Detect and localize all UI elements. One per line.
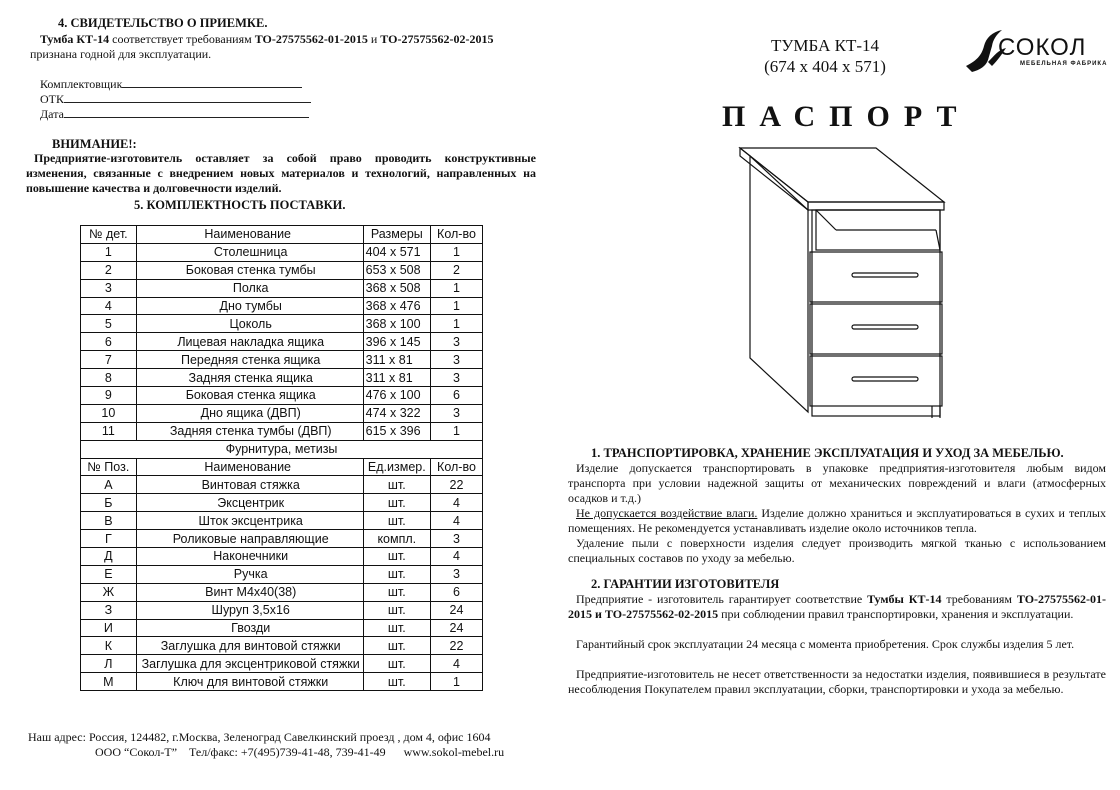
hardware-row-cell: 1	[430, 673, 482, 691]
parts-row-cell: 404 x 571	[363, 243, 430, 261]
hardware-row-cell: З	[81, 601, 137, 619]
hardware-row-cell: 22	[430, 476, 482, 494]
hardware-row-cell: компл.	[363, 530, 430, 548]
parts-row-cell: 368 x 476	[363, 297, 430, 315]
hardware-row-cell: шт.	[363, 476, 430, 494]
parts-row-cell: Лицевая накладка ящика	[136, 333, 363, 351]
hardware-row-cell: Б	[81, 494, 137, 512]
parts-row	[81, 243, 483, 261]
otk-field: ОТК	[40, 92, 311, 107]
parts-row-cell: 6	[430, 387, 482, 405]
hardware-row-cell: 24	[430, 619, 482, 637]
parts-row	[81, 387, 483, 405]
parts-row-cell: Дно ящика (ДВП)	[136, 404, 363, 422]
hardware-row	[81, 494, 483, 512]
hardware-row-cell: Гвозди	[136, 619, 363, 637]
parts-row-cell: 3	[430, 404, 482, 422]
parts-row	[81, 315, 483, 333]
hardware-row-cell: Шуруп 3,5х16	[136, 601, 363, 619]
parts-header-row-cell: № дет.	[81, 226, 137, 244]
drawer-handle-1	[852, 273, 918, 277]
hardware-row-cell: Ж	[81, 583, 137, 601]
parts-row-cell: 1	[430, 297, 482, 315]
parts-row-cell: 5	[81, 315, 137, 333]
parts-row-cell: 11	[81, 422, 137, 440]
passport-title: ПАСПОРТ	[722, 100, 971, 133]
hardware-row-cell: И	[81, 619, 137, 637]
parts-row-cell: 3	[81, 279, 137, 297]
hardware-row-cell: Д	[81, 548, 137, 566]
parts-row-cell: Задняя стенка ящика	[136, 369, 363, 387]
parts-row-cell: 9	[81, 387, 137, 405]
hardware-row-cell: Заглушка для винтовой стяжки	[136, 637, 363, 655]
parts-row-cell: 4	[81, 297, 137, 315]
parts-row-cell: 368 x 508	[363, 279, 430, 297]
hardware-row-cell: шт.	[363, 655, 430, 673]
hardware-row-cell: шт.	[363, 637, 430, 655]
parts-row	[81, 422, 483, 440]
parts-row-cell: 1	[430, 279, 482, 297]
sec2-p3: Предприятие-изготовитель не несет ответственности за недостатки изделия, появившиеся в результате несоблюдения Покупателем правил эксплуатации, сборки, транспортировки и ухода за мебелью.	[568, 667, 1106, 696]
hardware-row-cell: 6	[430, 583, 482, 601]
hardware-row-cell: шт.	[363, 583, 430, 601]
acceptance-line2: признана годной для эксплуатации.	[30, 47, 212, 61]
hardware-row-cell: Ключ для винтовой стяжки	[136, 673, 363, 691]
hardware-row-cell: 3	[430, 530, 482, 548]
parts-row-cell: 1	[81, 243, 137, 261]
drawer-handle-2	[852, 325, 918, 329]
hardware-row-cell: Винтовая стяжка	[136, 476, 363, 494]
parts-row-cell: 311 x 81	[363, 351, 430, 369]
company-logo	[958, 26, 1108, 76]
hardware-title-row	[81, 440, 483, 458]
hardware-row	[81, 476, 483, 494]
parts-row-cell: 311 x 81	[363, 369, 430, 387]
parts-row-cell: 396 x 145	[363, 333, 430, 351]
parts-row-cell: Боковая стенка ящика	[136, 387, 363, 405]
parts-row-cell: Полка	[136, 279, 363, 297]
hardware-row	[81, 583, 483, 601]
hardware-row-cell: шт.	[363, 494, 430, 512]
hardware-row-cell: шт.	[363, 601, 430, 619]
parts-row-cell: 653 x 508	[363, 261, 430, 279]
hardware-row	[81, 530, 483, 548]
parts-row	[81, 369, 483, 387]
hardware-row-cell: М	[81, 673, 137, 691]
hardware-header-row-cell: № Поз.	[81, 458, 137, 476]
parts-header-row-cell: Наименование	[136, 226, 363, 244]
hardware-row-cell: Ручка	[136, 565, 363, 583]
hardware-row-cell: 24	[430, 601, 482, 619]
parts-row	[81, 279, 483, 297]
hardware-row-cell: А	[81, 476, 137, 494]
parts-row-cell: 6	[81, 333, 137, 351]
hardware-row	[81, 673, 483, 691]
hardware-header-row-cell: Наименование	[136, 458, 363, 476]
logo-sub: МЕБЕЛЬНАЯ ФАБРИКА	[1020, 61, 1108, 67]
hardware-header-row-cell: Ед.измер.	[363, 458, 430, 476]
footer-address: Наш адрес: Россия, 124482, г.Москва, Зеленоград Савелкинский проезд , дом 4, офис 1604	[28, 730, 491, 744]
hardware-header-row	[81, 458, 483, 476]
hardware-row-cell: Винт М4х40(38)	[136, 583, 363, 601]
product-dims: (674 x 404 x 571)	[764, 57, 886, 76]
parts-row	[81, 351, 483, 369]
parts-table	[80, 225, 483, 691]
hardware-row	[81, 565, 483, 583]
hardware-row-cell: Наконечники	[136, 548, 363, 566]
product-title: ТУМБА КТ-14	[771, 36, 879, 55]
packer-field: Комплектовщик	[40, 77, 302, 92]
hardware-row-cell: шт.	[363, 548, 430, 566]
hardware-row-cell: шт.	[363, 512, 430, 530]
parts-row-cell: Столешница	[136, 243, 363, 261]
parts-row	[81, 261, 483, 279]
parts-row-cell: 8	[81, 369, 137, 387]
sec1-title: 1. ТРАНСПОРТИРОВКА, ХРАНЕНИЕ ЭКСПЛУАТАЦИЯ И УХОД ЗА МЕБЕЛЬЮ.	[591, 446, 1064, 460]
hardware-row-cell: 4	[430, 548, 482, 566]
hardware-row-cell: 4	[430, 494, 482, 512]
parts-row-cell: 1	[430, 315, 482, 333]
sec1-p3: Удаление пыли с поверхности изделия следует производить мягкой тканью с использованием специальных составов по уходу за мебелью.	[568, 536, 1106, 565]
hardware-row	[81, 512, 483, 530]
parts-row-cell: Передняя стенка ящика	[136, 351, 363, 369]
hardware-row-cell: В	[81, 512, 137, 530]
kit-title: 5. КОМПЛЕКТНОСТЬ ПОСТАВКИ.	[134, 198, 346, 212]
hardware-row-cell: шт.	[363, 565, 430, 583]
parts-row	[81, 333, 483, 351]
sec2-title: 2. ГАРАНТИИ ИЗГОТОВИТЕЛЯ	[591, 577, 780, 591]
parts-row-cell: 615 x 396	[363, 422, 430, 440]
hardware-row	[81, 619, 483, 637]
parts-row-cell: 474 x 322	[363, 404, 430, 422]
attention-text: Предприятие-изготовитель оставляет за собой право проводить конструктивные изменения, связанные с внедрением новых материалов и технологий, направленных на повышение качества и долговечности изделий.	[26, 151, 536, 195]
hardware-row-cell: Шток эксцентрика	[136, 512, 363, 530]
parts-row-cell: 10	[81, 404, 137, 422]
parts-row-cell: 3	[430, 333, 482, 351]
sec1-p2: Не допускается воздействие влаги. Изделие должно храниться и эксплуатироваться в сухих и теплых помещениях. Не рекомендуется устанавливать изделие около источников тепла.	[568, 506, 1106, 535]
parts-row-cell: 2	[430, 261, 482, 279]
hardware-row-cell: 3	[430, 565, 482, 583]
parts-row-cell: 2	[81, 261, 137, 279]
hardware-row-cell: шт.	[363, 673, 430, 691]
parts-row	[81, 297, 483, 315]
hardware-row	[81, 548, 483, 566]
parts-row-cell: 7	[81, 351, 137, 369]
hardware-title: Фурнитура, метизы	[81, 440, 483, 458]
parts-header-row-cell: Размеры	[363, 226, 430, 244]
hardware-row-cell: Е	[81, 565, 137, 583]
cabinet-illustration	[736, 140, 948, 420]
acceptance-text: Тумба КТ-14 соответствует требованиям ТО-27575562-01-2015 и ТО-27575562-02-2015	[40, 32, 494, 46]
sec2-p2: Гарантийный срок эксплуатации 24 месяца с момента приобретения. Срок службы изделия 5 лет.	[576, 637, 1075, 651]
hardware-row-cell: Л	[81, 655, 137, 673]
hardware-row-cell: 22	[430, 637, 482, 655]
date-field: Дата	[40, 107, 309, 122]
sec1-p1: Изделие допускается транспортировать в упаковке предприятия-изготовителя любым видом транспорта при условии надежной защиты от механических повреждений и влаги (атмосферных осадков и т.д.)	[568, 461, 1106, 505]
logo-name: СОКОЛ	[998, 34, 1087, 61]
parts-row-cell: 476 x 100	[363, 387, 430, 405]
hardware-row	[81, 601, 483, 619]
parts-row-cell: 3	[430, 369, 482, 387]
hardware-row-cell: К	[81, 637, 137, 655]
attention-title: ВНИМАНИЕ!:	[52, 137, 137, 151]
hardware-row-cell: Заглушка для эксцентриковой стяжки	[136, 655, 363, 673]
parts-row-cell: Цоколь	[136, 315, 363, 333]
hardware-row	[81, 637, 483, 655]
parts-header-row-cell: Кол-во	[430, 226, 482, 244]
parts-row	[81, 404, 483, 422]
parts-row-cell: 3	[430, 351, 482, 369]
hardware-row-cell: 4	[430, 655, 482, 673]
parts-row-cell: 1	[430, 422, 482, 440]
parts-row-cell: Дно тумбы	[136, 297, 363, 315]
parts-row-cell: 1	[430, 243, 482, 261]
hardware-row-cell: Г	[81, 530, 137, 548]
hardware-header-row-cell: Кол-во	[430, 458, 482, 476]
hardware-row-cell: 4	[430, 512, 482, 530]
parts-row-cell: Боковая стенка тумбы	[136, 261, 363, 279]
sec2-p1: Предприятие - изготовитель гарантирует соответствие Тумбы КТ-14 требованиям ТО-27575562-01-2015 и ТО-27575562-02-2015 при соблюдении правил транспортировки, хранения и эксплуатации.	[568, 592, 1107, 621]
footer-company: ООО “Сокол-Т” Тел/факс: +7(495)739-41-48, 739-41-49 www.sokol-mebel.ru	[95, 745, 505, 759]
hardware-row-cell: шт.	[363, 619, 430, 637]
hardware-row-cell: Эксцентрик	[136, 494, 363, 512]
hardware-row-cell: Роликовые направляющие	[136, 530, 363, 548]
acceptance-product: Тумба КТ-14	[40, 32, 110, 46]
hardware-row	[81, 655, 483, 673]
parts-header-row	[81, 226, 483, 244]
parts-row-cell: 368 x 100	[363, 315, 430, 333]
drawer-handle-3	[852, 377, 918, 381]
parts-row-cell: Задняя стенка тумбы (ДВП)	[136, 422, 363, 440]
acceptance-title: 4. СВИДЕТЕЛЬСТВО О ПРИЕМКЕ.	[58, 16, 268, 30]
